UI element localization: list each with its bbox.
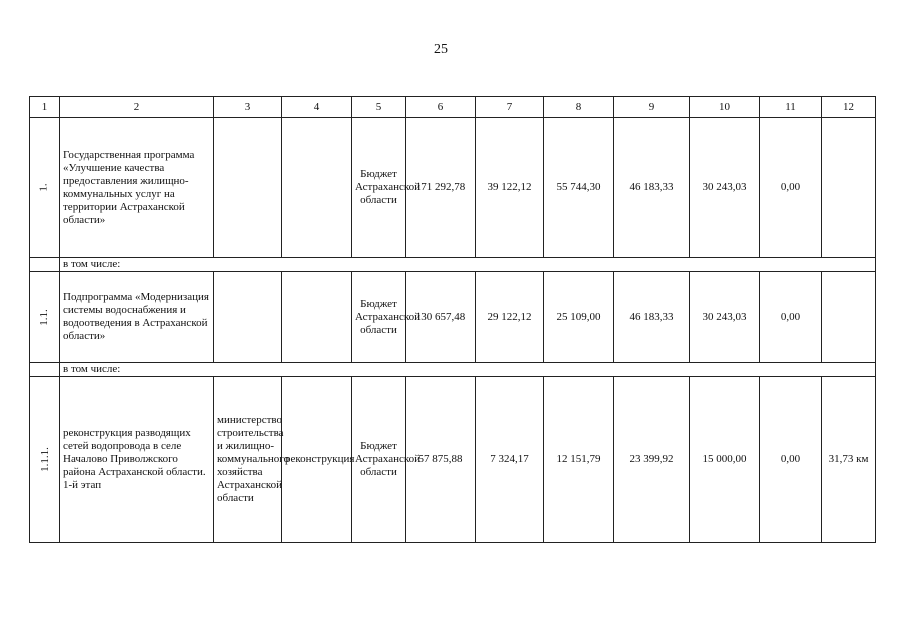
- table-row-program: [30, 118, 876, 258]
- column-header: 8: [544, 97, 614, 118]
- row-work-type: реконструкция: [282, 377, 352, 543]
- column-header: 7: [476, 97, 544, 118]
- row-executor: [214, 118, 282, 258]
- subheader-row: [30, 363, 876, 377]
- row-year-2: 55 744,30: [544, 118, 614, 258]
- row-executor: [214, 272, 282, 363]
- row-total: 57 875,88: [406, 377, 476, 543]
- row-year-5: 0,00: [760, 272, 822, 363]
- empty-cell: [30, 363, 60, 377]
- row-year-5: 0,00: [760, 377, 822, 543]
- row-number: 1.1.: [38, 308, 50, 326]
- row-year-2: 12 151,79: [544, 377, 614, 543]
- column-header: 9: [614, 97, 690, 118]
- subheader-text: в том числе:: [60, 258, 876, 272]
- empty-cell: [30, 258, 60, 272]
- row-name: Государственная программа «Улучшение качества предоставления жилищно-коммунальных услуг на территории Астраханской области»: [60, 118, 214, 258]
- row-source: Бюджет Астраханской области: [352, 272, 406, 363]
- row-total: 171 292,78: [406, 118, 476, 258]
- column-header: 12: [822, 97, 876, 118]
- row-source: Бюджет Астраханской области: [352, 118, 406, 258]
- row-year-4: 30 243,03: [690, 272, 760, 363]
- column-header: 3: [214, 97, 282, 118]
- row-indicator: 31,73 км: [822, 377, 876, 543]
- page-number: 25: [434, 42, 448, 57]
- table-row-event: [30, 377, 876, 543]
- row-year-4: 15 000,00: [690, 377, 760, 543]
- row-year-1: 29 122,12: [476, 272, 544, 363]
- row-number-cell: [30, 272, 60, 363]
- table-row-subprogram: [30, 272, 876, 363]
- row-number: 1.: [38, 183, 50, 192]
- row-number-cell: [30, 377, 60, 543]
- row-executor: министерство строительства и жилищно-коммунального хозяйства Астраханской области: [214, 377, 282, 543]
- subheader-row: [30, 258, 876, 272]
- row-name: реконструкция разводящих сетей водопровода в селе Началово Приволжского района Астраханской области. 1-й этап: [60, 377, 214, 543]
- column-header: 1: [30, 97, 60, 118]
- subheader-text: в том числе:: [60, 363, 876, 377]
- row-year-1: 39 122,12: [476, 118, 544, 258]
- row-indicator: [822, 118, 876, 258]
- row-indicator: [822, 272, 876, 363]
- budget-table: [29, 96, 876, 543]
- row-year-2: 25 109,00: [544, 272, 614, 363]
- row-year-4: 30 243,03: [690, 118, 760, 258]
- row-year-3: 23 399,92: [614, 377, 690, 543]
- column-header: 5: [352, 97, 406, 118]
- row-year-3: 46 183,33: [614, 272, 690, 363]
- row-number: 1.1.1.: [38, 447, 51, 472]
- column-number-row: [30, 97, 876, 118]
- row-year-1: 7 324,17: [476, 377, 544, 543]
- row-source: Бюджет Астраханской области: [352, 377, 406, 543]
- column-header: 2: [60, 97, 214, 118]
- row-name: Подпрограмма «Модернизация системы водоснабжения и водоотведения в Астраханской области»: [60, 272, 214, 363]
- column-header: 4: [282, 97, 352, 118]
- row-number-cell: [30, 118, 60, 258]
- column-header: 11: [760, 97, 822, 118]
- row-year-3: 46 183,33: [614, 118, 690, 258]
- column-header: 10: [690, 97, 760, 118]
- row-work-type: [282, 118, 352, 258]
- row-year-5: 0,00: [760, 118, 822, 258]
- row-work-type: [282, 272, 352, 363]
- column-header: 6: [406, 97, 476, 118]
- row-total: 130 657,48: [406, 272, 476, 363]
